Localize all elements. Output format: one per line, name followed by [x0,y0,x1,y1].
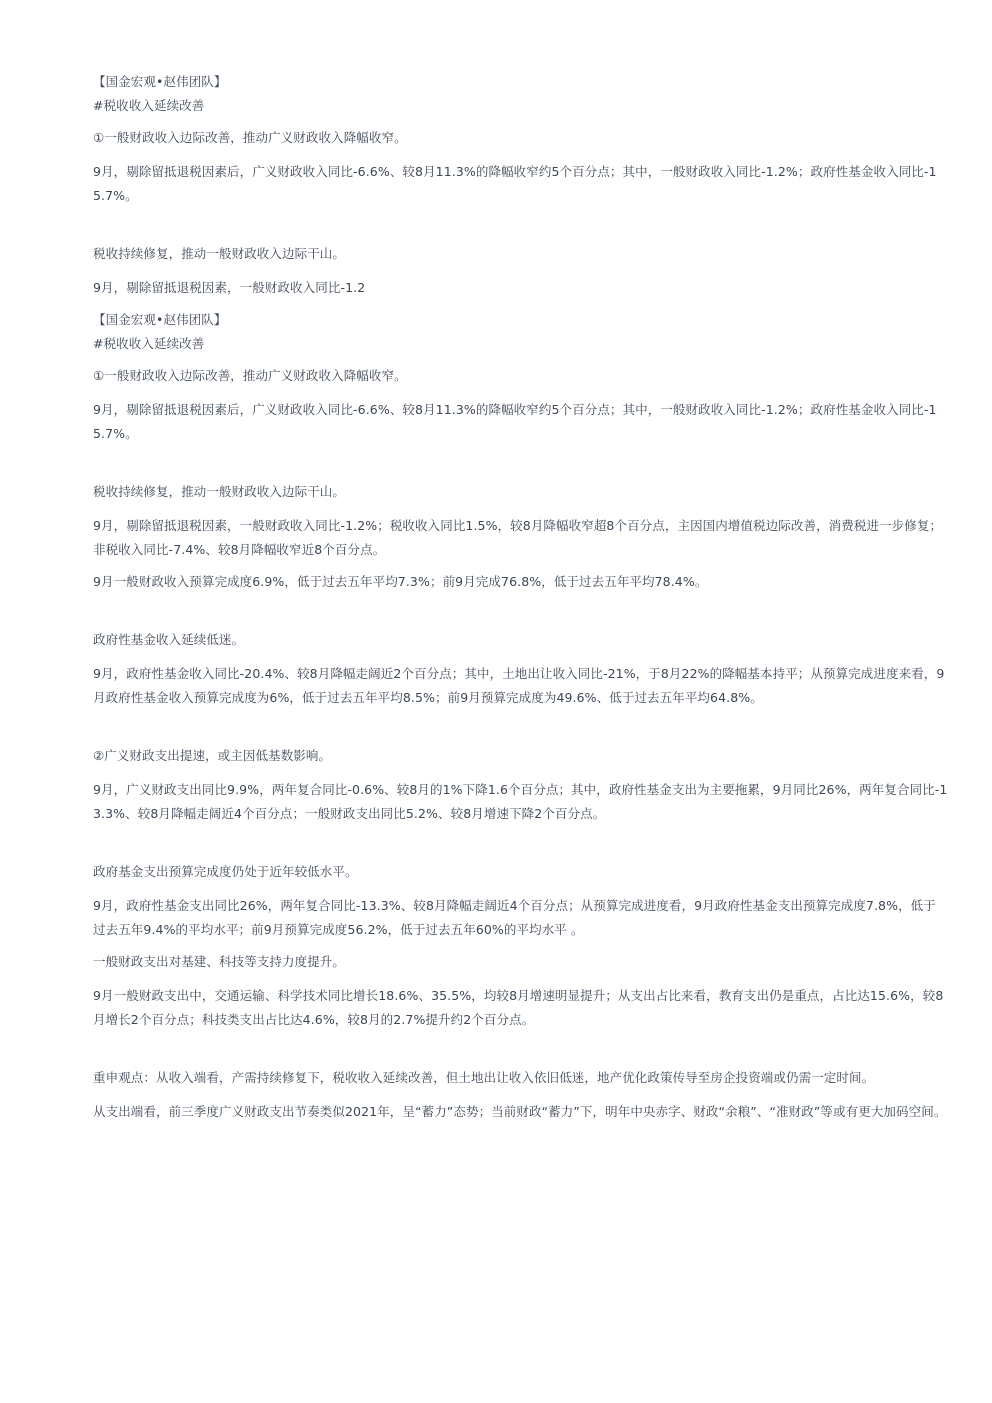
section-heading: ①一般财政收入边际改善，推动广义财政收入降幅收窄。 [93,130,407,145]
section-heading: 一般财政支出对基建、科技等支持力度提升。 [93,954,346,969]
paragraph: 9月，广义财政支出同比9.9%，两年复合同比-0.6%、较8月的1%下降1.6个百分点；其中，政府性基金支出为主要拖累，9月同比26%，两年复合同比-13.3%、较8月降幅走阔近4个百分点；一般财政支出同比5.2%、较8月增速下降2个百分点。 [93,782,948,821]
paragraph: 9月，政府性基金收入同比-20.4%、较8月降幅走阔近2个百分点；其中，土地出让收入同比-21%，于8月22%的降幅基本持平；从预算完成进度来看，9月政府性基金收入预算完成度为6%，低于过去五年平均8.5%；前9月预算完成度为49.6%、低于过去五年平均64.8%。 [93,666,945,705]
section-heading: 政府基金支出预算完成度仍处于近年较低水平。 [93,864,358,879]
paragraph: 9月，剔除留抵退税因素，一般财政收入同比-1.2 [93,280,366,295]
hashtag[interactable]: #税收收入延续改善 [93,336,205,351]
section-heading: 政府性基金收入延续低迷。 [93,632,245,647]
hashtag[interactable]: #税收收入延续改善 [93,98,205,113]
paragraph: 9月一般财政支出中，交通运输、科学技术同比增长18.6%、35.5%，均较8月增速明显提升；从支出占比来看，教育支出仍是重点，占比达15.6%，较8月增长2个百分点；科技类支出占比达4.6%，较8月的2.7%提升约2个百分点。 [93,988,944,1027]
conclusion-paragraph: 重申观点：从收入端看，产需持续修复下，税收收入延续改善，但土地出让收入依旧低迷，地产优化政策传导至房企投资端或仍需一定时间。 [93,1070,875,1085]
team-header: 【国金宏观•赵伟团队】 [93,74,227,89]
article-body [93,70,948,1132]
conclusion-paragraph: 从支出端看，前三季度广义财政支出节奏类似2021年，呈“蓄力”态势；当前财政“蓄力”下，明年中央赤字、财政“余粮”、“准财政”等或有更大加码空间。 [93,1104,947,1119]
paragraph: 9月，政府性基金支出同比26%，两年复合同比-13.3%、较8月降幅走阔近4个百分点；从预算完成进度看，9月政府性基金支出预算完成度7.8%，低于过去五年9.4%的平均水平；前9月预算完成度56.2%，低于过去五年60%的平均水平 。 [93,898,936,937]
section-heading: ②广义财政支出提速，或主因低基数影响。 [93,748,332,763]
team-header: 【国金宏观•赵伟团队】 [93,312,227,327]
section-heading: 税收持续修复，推动一般财政收入边际干山。 [93,484,346,499]
paragraph: 9月，剔除留抵退税因素后，广义财政收入同比-6.6%、较8月11.3%的降幅收窄约5个百分点；其中，一般财政收入同比-1.2%；政府性基金收入同比-15.7%。 [93,164,937,203]
section-heading: 税收持续修复，推动一般财政收入边际干山。 [93,246,346,261]
paragraph: 9月，剔除留抵退税因素，一般财政收入同比-1.2%；税收收入同比1.5%，较8月降幅收窄超8个百分点，主因国内增值税边际改善，消费税进一步修复；非税收入同比-7.4%、较8月降幅收窄近8个百分点。 [93,518,943,557]
paragraph: 9月，剔除留抵退税因素后，广义财政收入同比-6.6%、较8月11.3%的降幅收窄约5个百分点；其中，一般财政收入同比-1.2%；政府性基金收入同比-15.7%。 [93,402,937,441]
paragraph: 9月一般财政收入预算完成度6.9%，低于过去五年平均7.3%；前9月完成76.8%，低于过去五年平均78.4%。 [93,574,708,589]
section-heading: ①一般财政收入边际改善，推动广义财政收入降幅收窄。 [93,368,407,383]
